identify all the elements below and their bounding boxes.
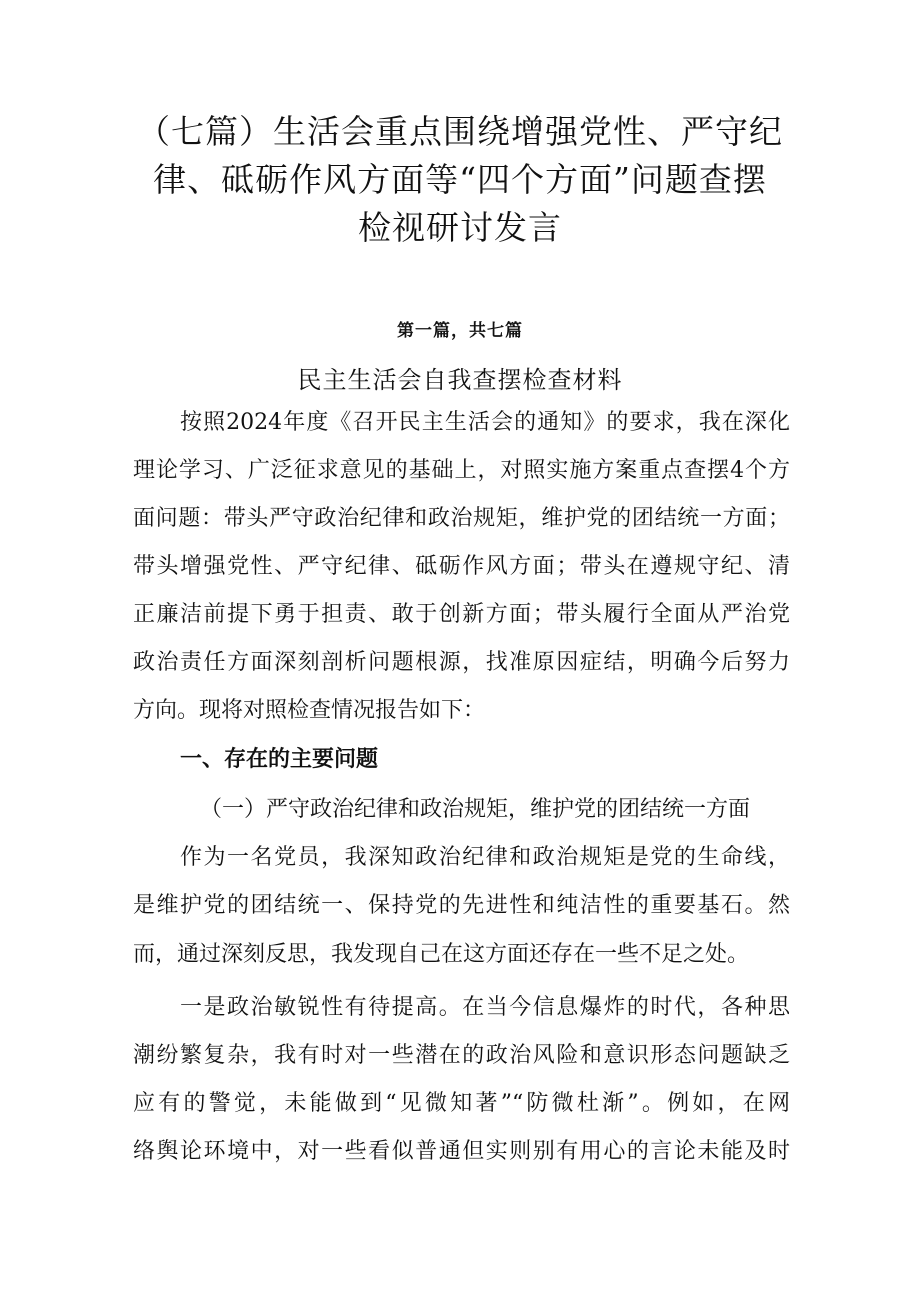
intro-line: 带头增强党性、严守纪律、砥砺作风方面；带头在遵规守纪、清 — [133, 554, 790, 579]
paragraph-line: 而，通过深刻反思，我发现自己在这方面还存在一些不足之处。 — [133, 942, 750, 967]
paragraph-line: 应有的警觉，未能做到“见微知著”“防微杜渐”。例如，在网 — [133, 1091, 790, 1116]
subheading-discipline: （一）严守政治纪律和政治规矩，维护党的团结统一方面 — [200, 797, 751, 822]
intro-line: 按照2024年度《召开民主生活会的通知》的要求，我在深化 — [180, 410, 790, 435]
section-title: 民主生活会自我查摆检查材料 — [297, 366, 623, 394]
title-line: 律、砥砺作风方面等“四个方面”问题查摆 — [153, 160, 767, 199]
part-label: 第一篇，共七篇 — [397, 321, 523, 341]
intro-line: 理论学习、广泛征求意见的基础上，对照实施方案重点查摆4个方 — [133, 458, 790, 483]
intro-line: 面问题：带头严守政治纪律和政治规矩，维护党的团结统一方面； — [133, 506, 790, 531]
heading-main-problems: 一、存在的主要问题 — [180, 747, 379, 772]
paragraph-line: 一是政治敏锐性有待提高。在当今信息爆炸的时代，各种思 — [180, 995, 790, 1020]
paragraph-line: 潮纷繁复杂，我有时对一些潜在的政治风险和意识形态问题缺乏 — [133, 1043, 790, 1068]
paragraph-line: 络舆论环境中，对一些看似普通但实则别有用心的言论未能及时 — [133, 1139, 790, 1164]
paragraph-line: 是维护党的团结统一、保持党的先进性和纯洁性的重要基石。然 — [133, 893, 790, 918]
intro-line: 政治责任方面深刻剖析问题根源，找准原因症结，明确今后努力 — [133, 650, 790, 675]
title-line: 检视研讨发言 — [358, 208, 562, 247]
intro-line: 方向。现将对照检查情况报告如下： — [133, 698, 486, 723]
document-title — [110, 108, 810, 252]
intro-line: 正廉洁前提下勇于担责、敢于创新方面；带头履行全面从严治党 — [133, 602, 790, 627]
title-line: （七篇）生活会重点围绕增强党性、严守纪 — [137, 112, 783, 151]
paragraph-line: 作为一名党员，我深知政治纪律和政治规矩是党的生命线， — [180, 845, 790, 870]
